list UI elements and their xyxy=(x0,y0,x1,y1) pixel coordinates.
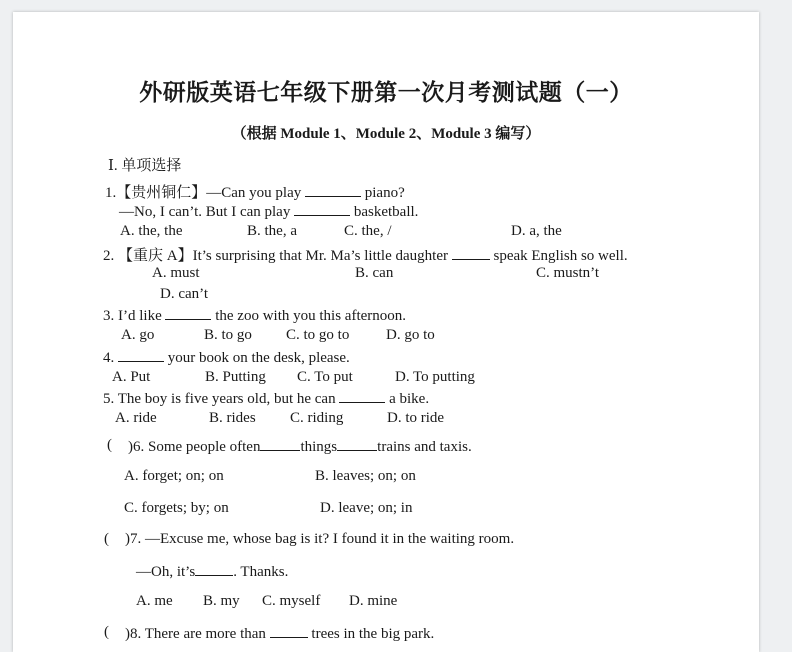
question-4-option-c: C. To put xyxy=(297,369,353,385)
question-2-option-d: D. can’t xyxy=(160,286,209,302)
question-4-option-b: B. Putting xyxy=(205,369,266,385)
question-5-option-b: B. rides xyxy=(209,410,256,426)
question-1-option-d: D. a, the xyxy=(511,223,562,239)
question-1-line-2-text-b: basketball. xyxy=(353,204,419,220)
answer-blank xyxy=(270,624,308,638)
question-3-option-b: B. to go xyxy=(204,327,252,343)
answer-blank xyxy=(195,562,233,576)
question-4-text-b: your book on the desk, please. xyxy=(167,350,350,366)
section-heading: Ⅰ. 单项选择 xyxy=(108,158,182,174)
question-6-text-b: things xyxy=(300,439,338,455)
question-8-paren: ( xyxy=(104,624,109,640)
question-2-stem xyxy=(103,244,628,265)
question-7-option-a: A. me xyxy=(136,593,173,609)
question-1-option-c: C. the, / xyxy=(344,223,392,239)
question-5-text-b: a bike. xyxy=(389,391,430,407)
question-1-option-a: A. the, the xyxy=(120,223,183,239)
question-4-stem xyxy=(103,348,350,367)
question-3-text-a: 3. I’d like xyxy=(103,308,162,324)
answer-blank xyxy=(118,348,164,362)
question-4-text-a: 4. xyxy=(103,350,115,366)
answer-blank xyxy=(294,202,350,216)
question-2-option-b: B. can xyxy=(355,265,394,281)
question-3-option-d: D. go to xyxy=(386,327,435,343)
answer-blank xyxy=(452,246,490,260)
question-5-text-a: 5. The boy is five years old, but he can xyxy=(103,391,336,407)
question-7-line-2-text-a: —Oh, it’s xyxy=(136,564,196,580)
answer-blank xyxy=(165,306,211,320)
answer-blank xyxy=(337,437,377,451)
question-6-option-d: D. leave; on; in xyxy=(320,500,413,516)
question-5-option-a: A. ride xyxy=(115,410,157,426)
question-6-text-c: trains and taxis. xyxy=(377,439,472,455)
question-1-line-2-text-a: —No, I can’t. But I can play xyxy=(119,204,291,220)
question-8-text-a: )8. There are more than xyxy=(125,626,266,642)
question-4-option-a: A. Put xyxy=(112,369,151,385)
question-2-option-a: A. must xyxy=(152,265,200,281)
question-1-line-2 xyxy=(119,202,418,221)
question-7-stem: )7. —Excuse me, whose bag is it? I found it in the waiting room. xyxy=(125,531,515,547)
question-3-option-c: C. to go to xyxy=(286,327,350,343)
question-3-option-a: A. go xyxy=(121,327,155,343)
answer-blank xyxy=(260,437,300,451)
question-2-text-b: speak English so well. xyxy=(493,248,628,264)
question-7-option-b: B. my xyxy=(203,593,240,609)
page-title: 外研版英语七年级下册第一次月考测试题（一） xyxy=(139,80,633,106)
question-2-option-c: C. mustn’t xyxy=(536,265,600,281)
question-7-paren: ( xyxy=(104,531,109,547)
question-1-text-a: 1.【贵州铜仁】—Can you play xyxy=(105,185,302,201)
question-8-stem xyxy=(125,624,434,643)
question-2-text-a: 2. 【重庆 A】It’s surprising that Mr. Ma’s little daughter xyxy=(103,248,448,264)
question-3-text-b: the zoo with you this afternoon. xyxy=(215,308,407,324)
document-page xyxy=(13,12,759,652)
question-6-stem xyxy=(128,437,472,456)
page-subtitle: （根据 Module 1、Module 2、Module 3 编写） xyxy=(231,126,541,142)
question-6-paren: ( xyxy=(107,437,112,453)
question-7-option-d: D. mine xyxy=(349,593,398,609)
question-7-line-2-text-b: . Thanks. xyxy=(233,564,289,580)
question-5-option-d: D. to ride xyxy=(387,410,445,426)
answer-blank xyxy=(305,183,361,197)
question-4-option-d: D. To putting xyxy=(395,369,475,385)
question-1-stem xyxy=(105,181,405,202)
question-5-stem xyxy=(103,389,429,408)
question-5-option-c: C. riding xyxy=(290,410,344,426)
question-6-option-c: C. forgets; by; on xyxy=(124,500,229,516)
question-1-option-b: B. the, a xyxy=(247,223,297,239)
question-7-option-c: C. myself xyxy=(262,593,321,609)
question-1-text-b: piano? xyxy=(364,185,405,201)
question-8-text-b: trees in the big park. xyxy=(311,626,435,642)
answer-blank xyxy=(339,389,385,403)
question-6-option-b: B. leaves; on; on xyxy=(315,468,416,484)
question-7-line-2 xyxy=(136,562,288,581)
question-3-stem xyxy=(103,306,406,325)
question-6-option-a: A. forget; on; on xyxy=(124,468,224,484)
question-6-text-a: )6. Some people often xyxy=(128,439,261,455)
